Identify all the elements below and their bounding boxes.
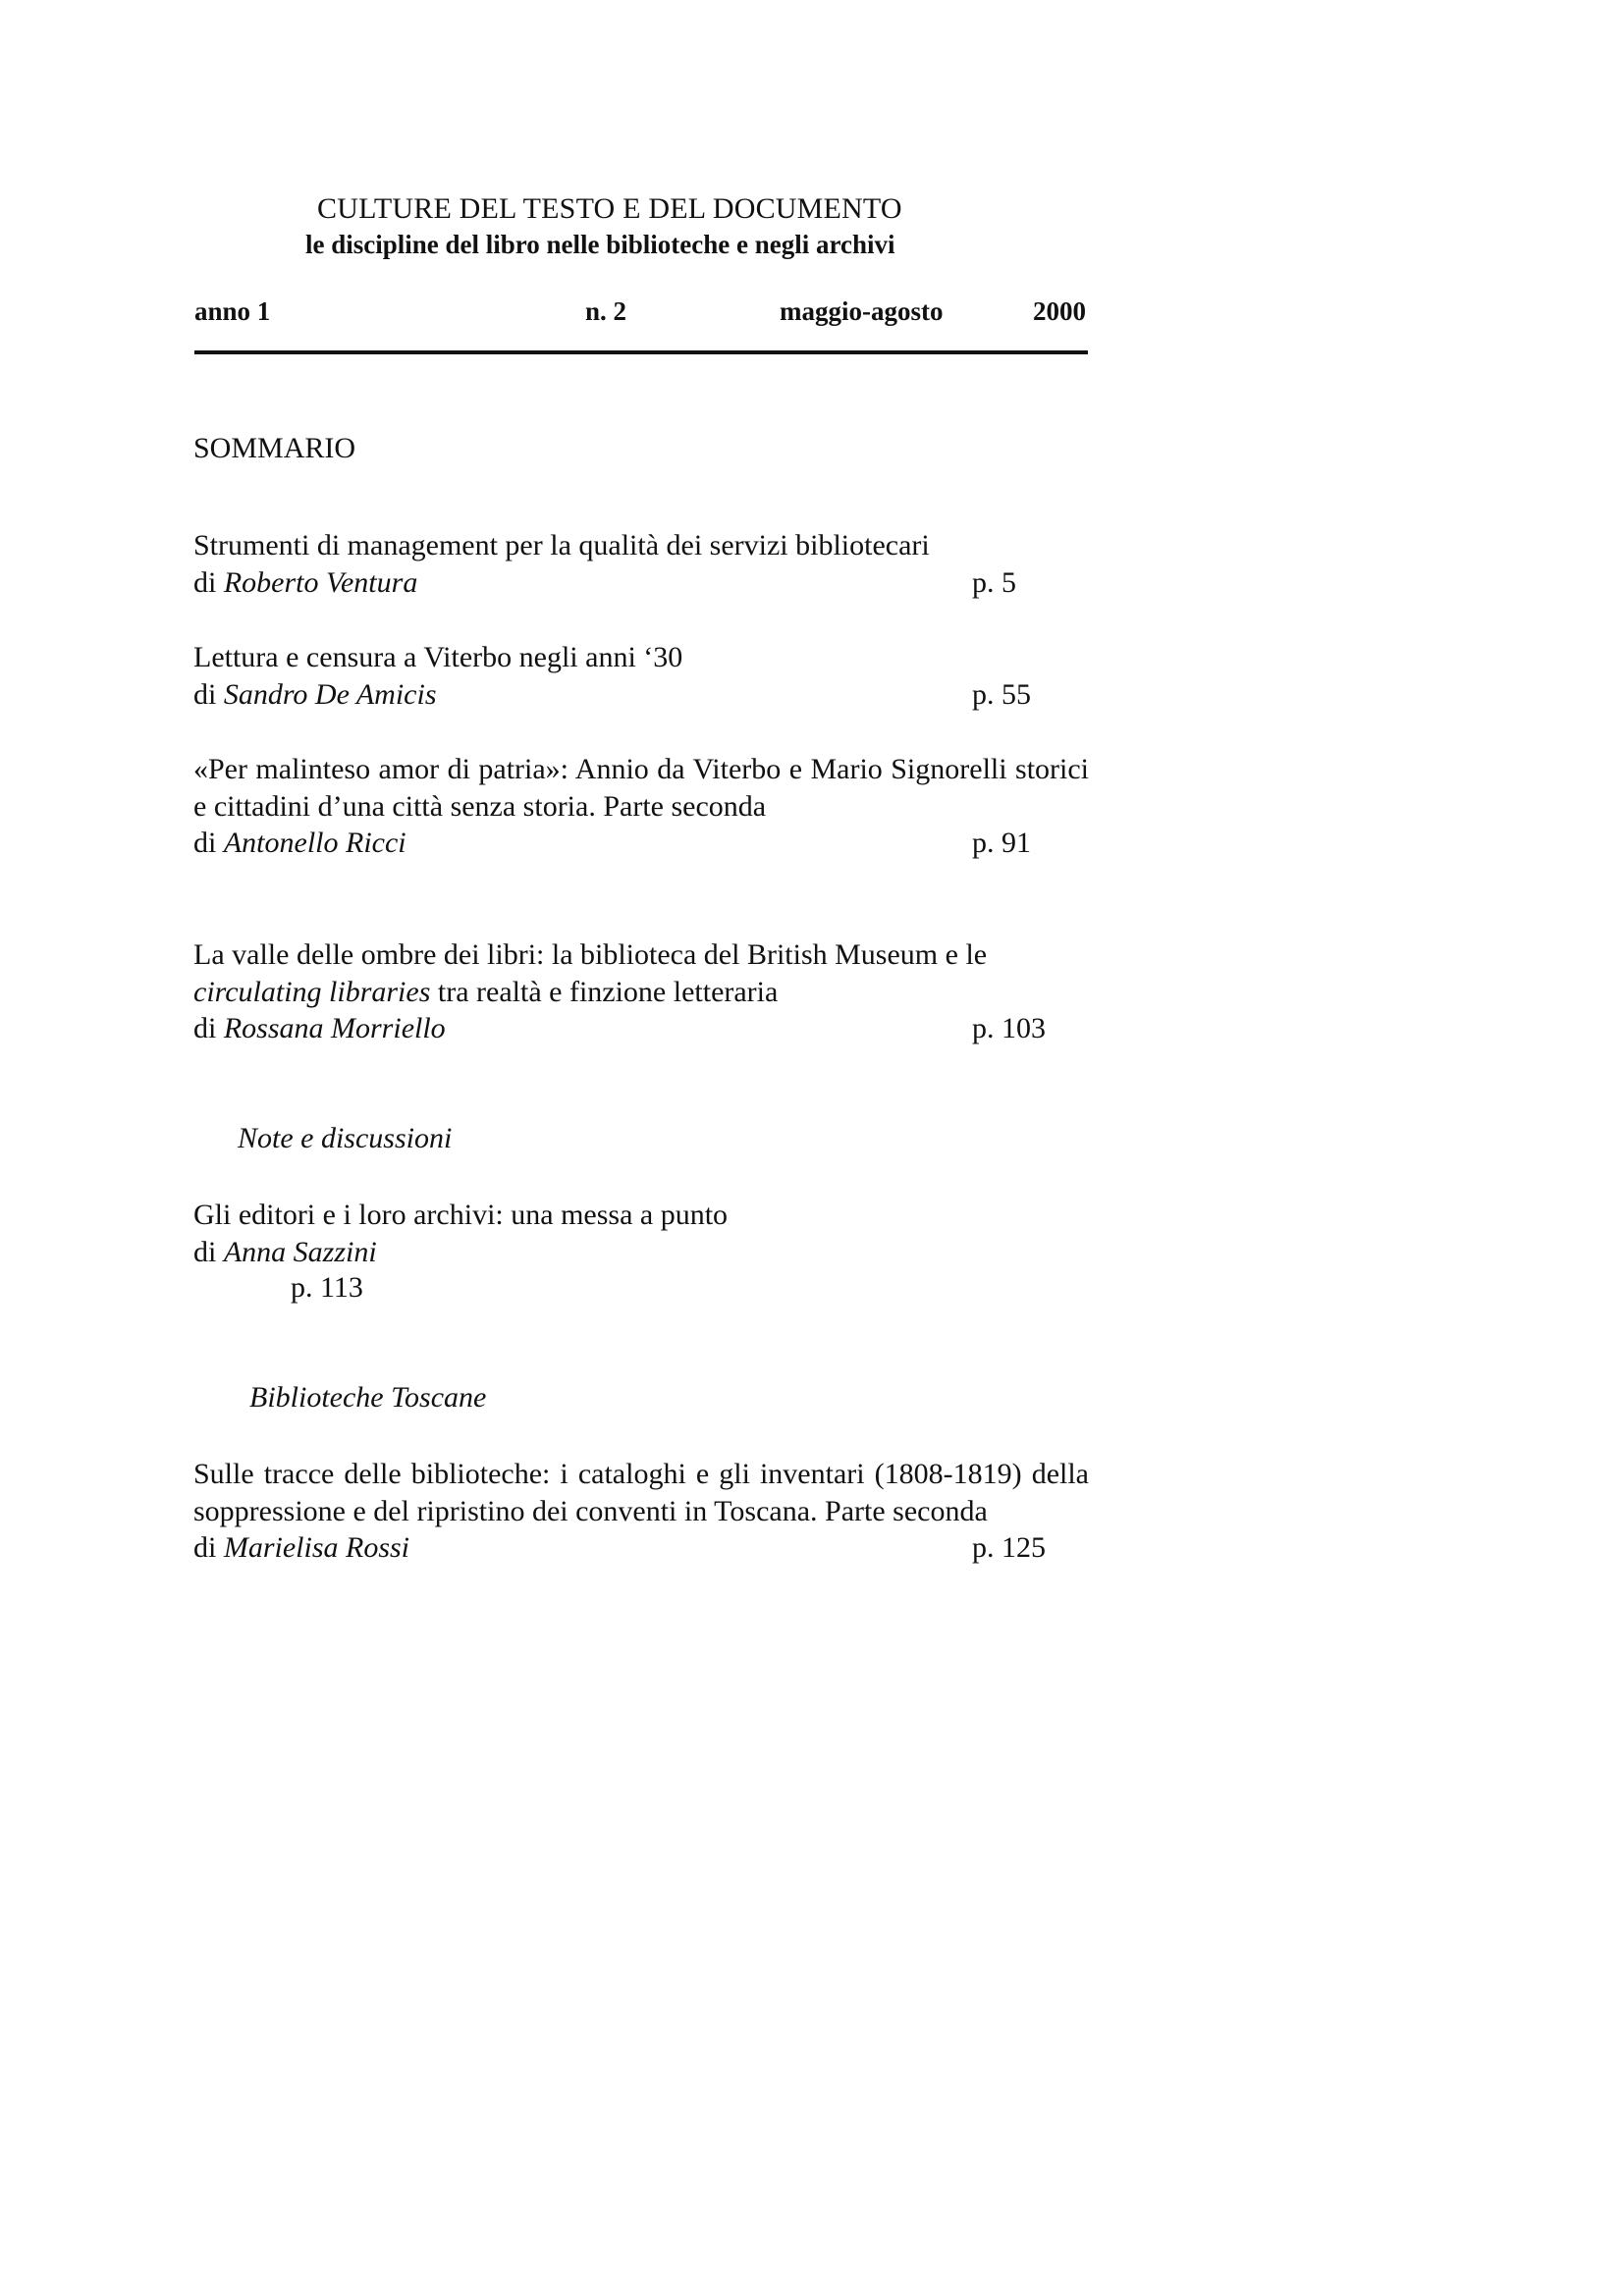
article-byline	[193, 1529, 1089, 1567]
by-prefix: di	[193, 827, 217, 859]
article-entry	[193, 936, 1089, 1047]
article-page: p. 113	[291, 1271, 363, 1304]
by-prefix: di	[193, 1235, 217, 1268]
journal-title: CULTURE DEL TESTO E DEL DOCUMENTO	[317, 192, 902, 225]
article-byline	[193, 564, 1089, 602]
issue-period: maggio-agosto	[780, 296, 944, 326]
article-title: Gli editori e i loro archivi: una messa a punto	[193, 1199, 729, 1231]
article-page: p. 55	[972, 677, 1031, 711]
article-title-part: tra realtà e finzione letteraria	[430, 975, 779, 1008]
section-heading: Biblioteche Toscane	[249, 1381, 487, 1414]
article-title: Strumenti di management per la qualità dei servizi bibliotecari	[193, 529, 930, 561]
article-author: Roberto Ventura	[223, 565, 418, 599]
header-rule	[194, 350, 1088, 354]
by-prefix: di	[193, 565, 217, 599]
article-entry	[193, 1456, 1089, 1567]
article-page: p. 91	[972, 827, 1031, 859]
article-title-part: La valle delle ombre dei libri: la biblioteca del British Museum e le	[193, 938, 988, 971]
issue-year: 2000	[1033, 296, 1086, 326]
article-title: «Per malinteso amor di patria»: Annio da Viterbo e Mario Signorelli storici e cittadini d’una città senza storia. Parte seconda	[193, 753, 1089, 823]
by-prefix: di	[193, 677, 217, 711]
article-byline	[193, 1010, 1089, 1047]
article-author: Rossana Morriello	[223, 1012, 446, 1044]
article-page: p. 103	[972, 1012, 1046, 1044]
article-entry	[193, 1197, 1089, 1270]
article-byline	[193, 676, 1089, 714]
article-page: p. 5	[972, 565, 1016, 599]
article-entry	[193, 751, 1089, 862]
section-heading: Note e discussioni	[238, 1122, 453, 1154]
article-title-italic: circulating libraries	[193, 975, 431, 1008]
contents-heading: SOMMARIO	[193, 432, 356, 464]
article-page: p. 125	[972, 1531, 1046, 1564]
year-label: anno 1	[194, 296, 271, 326]
article-author: Antonello Ricci	[223, 827, 406, 859]
article-title: Lettura e censura a Viterbo negli anni ‘30	[193, 641, 683, 673]
article-author: Sandro De Amicis	[223, 677, 437, 711]
article-entry	[193, 527, 1089, 601]
article-title: Sulle tracce delle biblioteche: i cataloghi e gli inventari (1808-1819) della soppressione e del ripristino dei conventi in Toscana. Parte seconda	[193, 1458, 1089, 1527]
issue-number: n. 2	[585, 296, 627, 326]
article-author: Marielisa Rossi	[223, 1531, 410, 1564]
article-entry	[193, 639, 1089, 713]
article-byline	[193, 1234, 1089, 1271]
journal-subtitle: le discipline del libro nelle biblioteche e negli archivi	[305, 230, 895, 259]
by-prefix: di	[193, 1531, 217, 1564]
article-byline	[193, 825, 1089, 862]
article-author: Anna Sazzini	[223, 1235, 377, 1268]
article-title	[193, 936, 1089, 1010]
by-prefix: di	[193, 1012, 217, 1044]
